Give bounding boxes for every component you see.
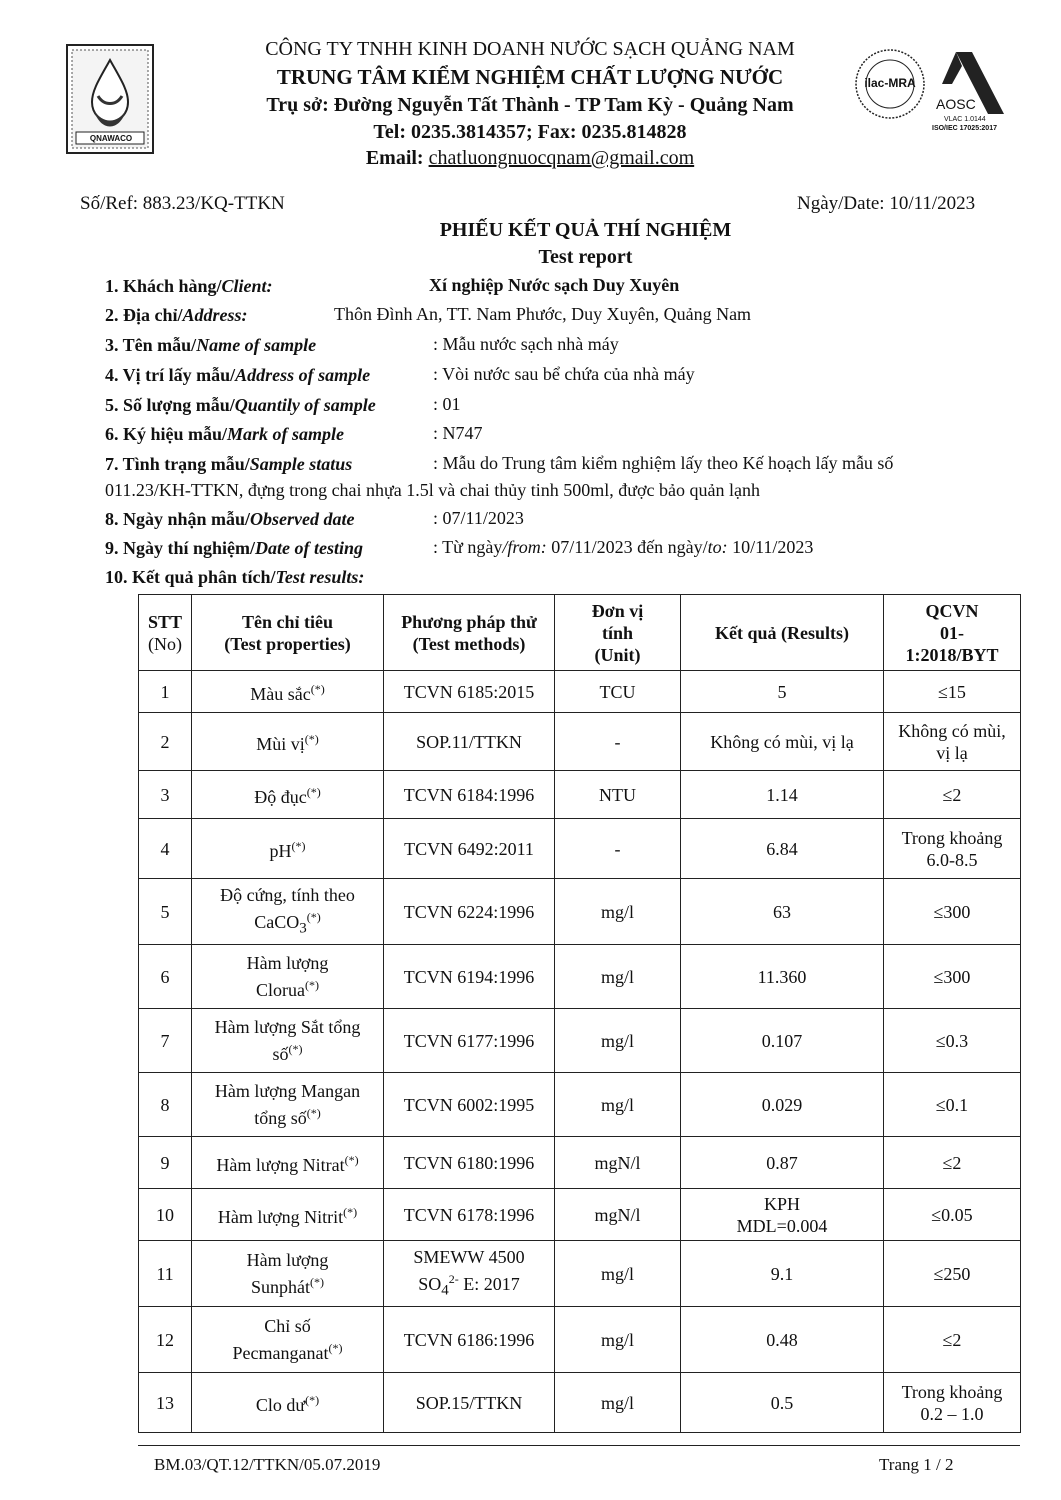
row-qcvn: ≤2 bbox=[884, 1307, 1021, 1373]
row-no: 2 bbox=[139, 713, 192, 771]
row-unit: - bbox=[555, 819, 681, 879]
row-qcvn: ≤2 bbox=[884, 771, 1021, 819]
table-row bbox=[139, 819, 1021, 879]
table-row bbox=[139, 1307, 1021, 1373]
results-label bbox=[105, 566, 364, 588]
row-property: Clo dư(*) bbox=[192, 1373, 384, 1433]
row-no: 11 bbox=[139, 1241, 192, 1307]
row-no: 8 bbox=[139, 1073, 192, 1137]
row-property: Hàm lượng Clorua(*) bbox=[192, 945, 384, 1009]
sample-name-value: : Mẫu nước sạch nhà máy bbox=[433, 334, 619, 354]
sample-quantity-key: 5. Số lượng mẫu/ bbox=[105, 395, 235, 415]
sample-name-key: 3. Tên mẫu/ bbox=[105, 335, 197, 355]
sample-status-key: 7. Tình trạng mẫu/ bbox=[105, 454, 250, 474]
sample-quantity-label bbox=[105, 394, 376, 416]
row-result: 0.48 bbox=[681, 1307, 884, 1373]
row-qcvn: ≤250 bbox=[884, 1241, 1021, 1307]
row-property: Màu sắc(*) bbox=[192, 671, 384, 713]
row-property: Chỉ số Pecmanganat(*) bbox=[192, 1307, 384, 1373]
test-date-end: 10/11/2023 bbox=[727, 537, 814, 557]
row-method: TCVN 6002:1995 bbox=[384, 1073, 555, 1137]
row-result: 5 bbox=[681, 671, 884, 713]
row-property: Hàm lượng Sắt tổng số(*) bbox=[192, 1009, 384, 1073]
sample-location-label bbox=[105, 364, 370, 386]
row-qcvn: ≤300 bbox=[884, 879, 1021, 945]
table-row bbox=[139, 771, 1021, 819]
row-result: 1.14 bbox=[681, 771, 884, 819]
row-property: Hàm lượng Nitrit(*) bbox=[192, 1189, 384, 1241]
center-name: TRUNG TÂM KIỂM NGHIỆM CHẤT LƯỢNG NƯỚC bbox=[276, 65, 784, 89]
client-value: Xí nghiệp Nước sạch Duy Xuyên bbox=[429, 275, 680, 295]
form-code: BM.03/QT.12/TTKN/05.07.2019 bbox=[154, 1455, 381, 1474]
report-ref: Số/Ref: 883.23/KQ-TTKN bbox=[80, 193, 285, 214]
header-property: Tên chỉ tiêu (Test properties) bbox=[192, 595, 384, 671]
sample-mark-label bbox=[105, 423, 344, 445]
row-result: KPH MDL=0.004 bbox=[681, 1189, 884, 1241]
test-date-to-en: to: bbox=[707, 537, 728, 557]
row-method: SOP.15/TTKN bbox=[384, 1373, 555, 1433]
logo-text: QNAWACO bbox=[89, 134, 133, 143]
sample-location-value: : Vòi nước sau bể chứa của nhà máy bbox=[433, 364, 695, 384]
table-row bbox=[139, 1073, 1021, 1137]
sample-mark-value: : N747 bbox=[433, 423, 483, 443]
row-method: TCVN 6184:1996 bbox=[384, 771, 555, 819]
sample-location-key-en: Address of sample bbox=[235, 365, 371, 385]
row-method: TCVN 6492:2011 bbox=[384, 819, 555, 879]
address-value: Thôn Đình An, TT. Nam Phước, Duy Xuyên, Quảng Nam bbox=[334, 304, 752, 324]
table-row bbox=[139, 879, 1021, 945]
row-result: 0.029 bbox=[681, 1073, 884, 1137]
report-title-en: Test report bbox=[538, 246, 633, 268]
row-unit: mg/l bbox=[555, 1009, 681, 1073]
sample-name-key-en: Name of sample bbox=[196, 335, 317, 355]
header-qcvn: QCVN 01- 1:2018/BYT bbox=[884, 595, 1021, 671]
test-date-key-en: Date of testing bbox=[255, 538, 364, 558]
row-qcvn: ≤0.05 bbox=[884, 1189, 1021, 1241]
sample-quantity-key-en: Quantily of sample bbox=[234, 395, 376, 415]
table-row bbox=[139, 1009, 1021, 1073]
row-property: Hàm lượng Mangan tổng số(*) bbox=[192, 1073, 384, 1137]
row-result: 9.1 bbox=[681, 1241, 884, 1307]
row-qcvn: ≤0.3 bbox=[884, 1009, 1021, 1073]
table-row bbox=[139, 1137, 1021, 1189]
sample-name-label bbox=[105, 334, 316, 356]
row-no: 3 bbox=[139, 771, 192, 819]
sample-status-value-2: 011.23/KH-TTKN, đựng trong chai nhựa 1.5l và chai thủy tinh 500ml, được bảo quản lạnh bbox=[105, 480, 760, 500]
row-result: 0.5 bbox=[681, 1373, 884, 1433]
company-name: CÔNG TY TNHH KINH DOANH NƯỚC SẠCH QUẢNG NAM bbox=[265, 38, 795, 60]
row-qcvn: ≤0.1 bbox=[884, 1073, 1021, 1137]
row-unit: mg/l bbox=[555, 879, 681, 945]
row-property: Mùi vị(*) bbox=[192, 713, 384, 771]
aosc-text: AOSC bbox=[936, 96, 976, 112]
row-qcvn: ≤2 bbox=[884, 1137, 1021, 1189]
table-row bbox=[139, 1241, 1021, 1307]
client-key-en: Client: bbox=[221, 276, 273, 296]
ilac-text: ilac-MRA bbox=[864, 76, 916, 90]
row-qcvn: Trong khoảng 0.2 – 1.0 bbox=[884, 1373, 1021, 1433]
table-row bbox=[139, 671, 1021, 713]
row-method: SMEWW 4500 $SO_4^{2-}$ E: 2017 bbox=[384, 1241, 555, 1307]
test-date-label bbox=[105, 537, 363, 559]
row-result: 0.107 bbox=[681, 1009, 884, 1073]
row-property: pH(*) bbox=[192, 819, 384, 879]
row-no: 13 bbox=[139, 1373, 192, 1433]
sample-mark-key-en: Mark of sample bbox=[227, 424, 345, 444]
vilas-text: VLAC 1.0144 bbox=[944, 116, 986, 123]
header-unit: Đơn vị tính (Unit) bbox=[555, 595, 681, 671]
row-result: 0.87 bbox=[681, 1137, 884, 1189]
results-key-en: Test results: bbox=[275, 567, 365, 587]
row-unit: mg/l bbox=[555, 1073, 681, 1137]
row-method: TCVN 6186:1996 bbox=[384, 1307, 555, 1373]
results-key: 10. Kết quả phân tích/ bbox=[105, 567, 276, 587]
header-phone: Tel: 0235.3814357; Fax: 0235.814828 bbox=[373, 121, 687, 143]
row-result: Không có mùi, vị lạ bbox=[681, 713, 884, 771]
page-number: Trang 1 / 2 bbox=[879, 1455, 954, 1474]
header-stt: STT (No) bbox=[139, 595, 192, 671]
table-row bbox=[139, 1373, 1021, 1433]
row-property: Hàm lượng Nitrat(*) bbox=[192, 1137, 384, 1189]
table-header-row bbox=[139, 595, 1021, 671]
row-no: 6 bbox=[139, 945, 192, 1009]
test-date-from-label: : Từ ngày bbox=[433, 537, 503, 557]
address-label bbox=[105, 304, 248, 326]
row-qcvn: Không có mùi, vị lạ bbox=[884, 713, 1021, 771]
received-date-key-en: Observed date bbox=[250, 509, 355, 529]
company-logo bbox=[66, 44, 154, 154]
accreditation-marks bbox=[852, 44, 1022, 144]
client-label bbox=[105, 275, 273, 297]
row-no: 10 bbox=[139, 1189, 192, 1241]
row-no: 12 bbox=[139, 1307, 192, 1373]
row-qcvn: ≤15 bbox=[884, 671, 1021, 713]
test-date-value bbox=[433, 537, 813, 558]
email-label: Email: bbox=[365, 147, 424, 169]
row-result: 11.360 bbox=[681, 945, 884, 1009]
sample-location-key: 4. Vị trí lấy mẫu/ bbox=[105, 365, 236, 385]
address-key-en: Address: bbox=[182, 305, 248, 325]
row-method: TCVN 6178:1996 bbox=[384, 1189, 555, 1241]
header-address: Trụ sở: Đường Nguyễn Tất Thành - TP Tam Kỳ - Quảng Nam bbox=[266, 94, 794, 116]
header-result: Kết quả (Results) bbox=[681, 595, 884, 671]
row-unit: mgN/l bbox=[555, 1189, 681, 1241]
iso-text: ISO/IEC 17025:2017 bbox=[932, 125, 997, 132]
row-unit: TCU bbox=[555, 671, 681, 713]
results-table bbox=[138, 594, 1021, 1433]
header-method: Phương pháp thử (Test methods) bbox=[384, 595, 555, 671]
received-date-value: : 07/11/2023 bbox=[433, 508, 524, 528]
test-date-range: 07/11/2023 đến ngày/ bbox=[546, 537, 708, 557]
row-no: 7 bbox=[139, 1009, 192, 1073]
row-method: SOP.11/TTKN bbox=[384, 713, 555, 771]
header-email-row bbox=[150, 145, 910, 171]
row-unit: NTU bbox=[555, 771, 681, 819]
row-unit: mgN/l bbox=[555, 1137, 681, 1189]
row-no: 1 bbox=[139, 671, 192, 713]
row-property: Hàm lượng Sunphát(*) bbox=[192, 1241, 384, 1307]
sample-quantity-value: : 01 bbox=[433, 394, 461, 414]
client-key: 1. Khách hàng/ bbox=[105, 276, 222, 296]
report-title-vi: PHIẾU KẾT QUẢ THÍ NGHIỆM bbox=[439, 219, 732, 241]
row-method: TCVN 6194:1996 bbox=[384, 945, 555, 1009]
row-method: TCVN 6177:1996 bbox=[384, 1009, 555, 1073]
row-no: 4 bbox=[139, 819, 192, 879]
received-date-key: 8. Ngày nhận mẫu/ bbox=[105, 509, 251, 529]
sample-status-key-en: Sample status bbox=[249, 454, 353, 474]
row-method: TCVN 6224:1996 bbox=[384, 879, 555, 945]
address-key: 2. Địa chỉ/ bbox=[105, 305, 183, 325]
row-unit: mg/l bbox=[555, 1241, 681, 1307]
test-date-from-en: /from: bbox=[502, 537, 547, 557]
email-link[interactable]: chatluongnuocqnam@gmail.com bbox=[428, 147, 695, 169]
sample-status-label bbox=[105, 453, 352, 475]
row-result: 6.84 bbox=[681, 819, 884, 879]
table-row bbox=[139, 1189, 1021, 1241]
row-qcvn: Trong khoảng 6.0-8.5 bbox=[884, 819, 1021, 879]
row-no: 5 bbox=[139, 879, 192, 945]
table-row bbox=[139, 713, 1021, 771]
footer-divider bbox=[138, 1445, 1020, 1446]
row-no: 9 bbox=[139, 1137, 192, 1189]
report-date: Ngày/Date: 10/11/2023 bbox=[797, 193, 976, 214]
row-unit: mg/l bbox=[555, 1307, 681, 1373]
table-row bbox=[139, 945, 1021, 1009]
sample-status-value-1: : Mẫu do Trung tâm kiểm nghiệm lấy theo Kế hoạch lấy mẫu số bbox=[433, 453, 894, 473]
row-result: 63 bbox=[681, 879, 884, 945]
row-unit: mg/l bbox=[555, 945, 681, 1009]
test-date-key: 9. Ngày thí nghiệm/ bbox=[105, 538, 256, 558]
row-qcvn: ≤300 bbox=[884, 945, 1021, 1009]
row-method: TCVN 6180:1996 bbox=[384, 1137, 555, 1189]
row-unit: mg/l bbox=[555, 1373, 681, 1433]
row-unit: - bbox=[555, 713, 681, 771]
received-date-label bbox=[105, 508, 355, 530]
sample-mark-key: 6. Ký hiệu mẫu/ bbox=[105, 424, 228, 444]
row-method: TCVN 6185:2015 bbox=[384, 671, 555, 713]
row-property: Độ cứng, tính theo CaCO$_3$(*) bbox=[192, 879, 384, 945]
row-property: Độ đục(*) bbox=[192, 771, 384, 819]
